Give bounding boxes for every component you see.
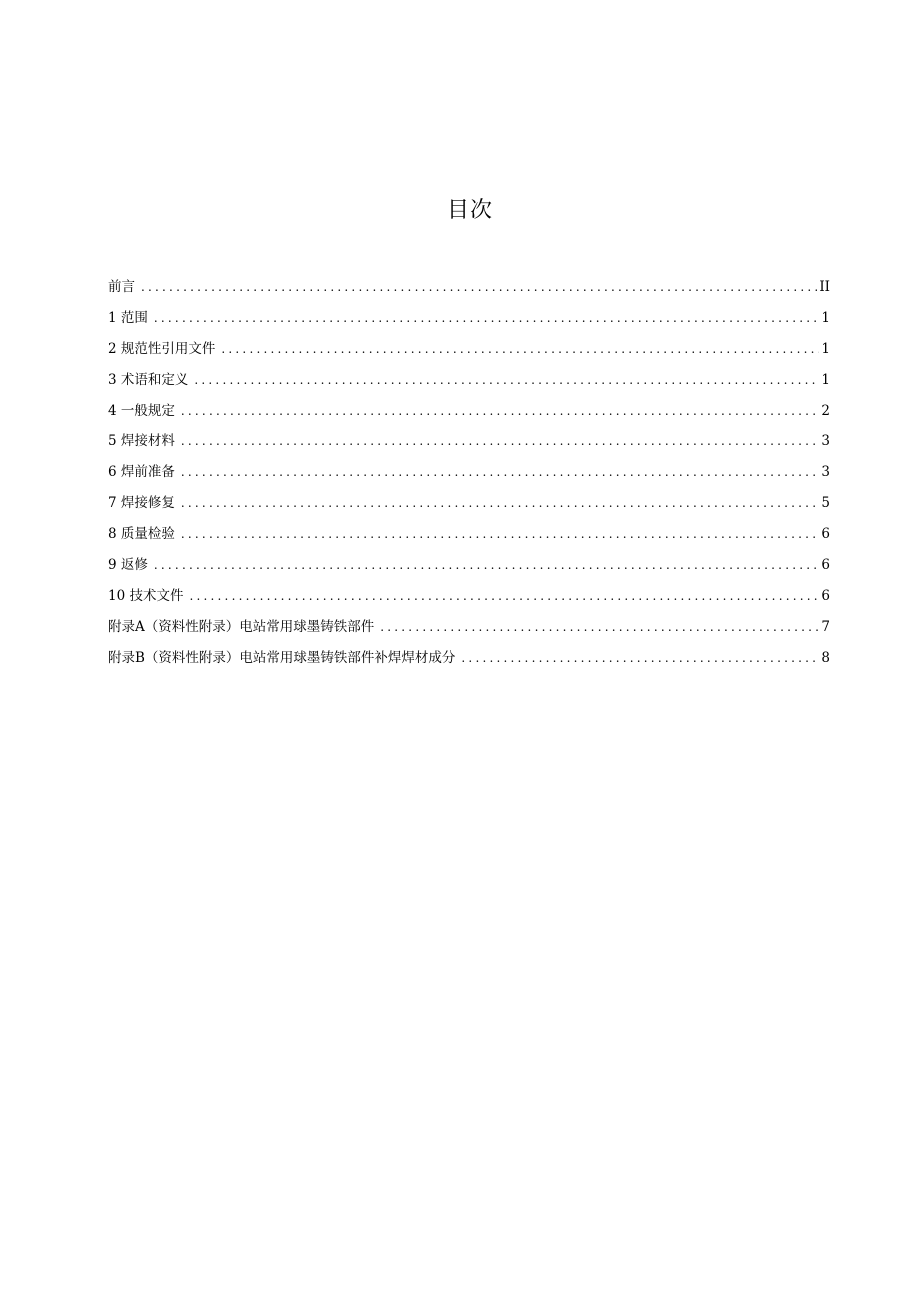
toc-entry-page: II <box>819 279 830 295</box>
toc-entry-label: 5 焊接材料 <box>108 433 175 450</box>
toc-entry[interactable] <box>108 272 830 303</box>
toc-entry-label: 8 质量检验 <box>108 526 175 543</box>
toc-entry-label: 4 一般规定 <box>108 402 175 419</box>
toc-entry-page: 3 <box>821 464 830 481</box>
table-of-contents <box>108 272 830 674</box>
toc-entry-label: 7 焊接修复 <box>108 495 175 512</box>
toc-entry-page: 6 <box>821 526 830 543</box>
toc-entry-label: 1 范围 <box>108 309 148 326</box>
toc-entry-page: 1 <box>821 309 830 326</box>
toc-dot-leader <box>154 303 820 334</box>
toc-entry-label: 附录A（资料性附录）电站常用球墨铸铁部件 <box>108 618 375 635</box>
toc-dot-leader <box>181 519 820 550</box>
toc-entry-page: 2 <box>821 402 830 419</box>
toc-entry-label: 6 焊前准备 <box>108 464 175 481</box>
toc-entry-label: 10 技术文件 <box>108 587 184 604</box>
toc-entry-label: 前言 <box>108 279 135 295</box>
toc-dot-leader <box>141 272 817 303</box>
toc-dot-leader <box>221 334 819 365</box>
toc-entry[interactable] <box>108 426 830 457</box>
toc-entry[interactable] <box>108 457 830 488</box>
toc-entry-page: 1 <box>821 340 830 357</box>
toc-entry-page: 8 <box>821 649 830 666</box>
toc-entry[interactable] <box>108 550 830 581</box>
toc-entry-label: 9 返修 <box>108 557 148 574</box>
toc-entry[interactable] <box>108 612 830 643</box>
toc-entry-page: 1 <box>821 371 830 388</box>
toc-entry-label: 3 术语和定义 <box>108 371 189 388</box>
toc-dot-leader <box>194 365 819 396</box>
toc-entry-label: 2 规范性引用文件 <box>108 340 216 357</box>
toc-dot-leader <box>181 426 820 457</box>
toc-dot-leader <box>181 396 820 427</box>
toc-entry[interactable] <box>108 365 830 396</box>
toc-entry-label: 附录B（资料性附录）电站常用球墨铸铁部件补焊焊材成分 <box>108 649 456 666</box>
toc-entry[interactable] <box>108 643 830 674</box>
toc-entry[interactable] <box>108 519 830 550</box>
page-title: 目次 <box>446 198 493 223</box>
toc-entry[interactable] <box>108 488 830 519</box>
toc-entry[interactable] <box>108 334 830 365</box>
toc-dot-leader <box>181 457 820 488</box>
toc-dot-leader <box>461 643 819 674</box>
toc-dot-leader <box>154 550 820 581</box>
toc-entry-page: 3 <box>821 433 830 450</box>
toc-dot-leader <box>380 612 819 643</box>
toc-entry-page: 6 <box>821 587 830 604</box>
toc-entry-page: 6 <box>821 557 830 574</box>
toc-entry-page: 7 <box>821 618 830 635</box>
toc-entry[interactable] <box>108 303 830 334</box>
toc-entry[interactable] <box>108 581 830 612</box>
toc-dot-leader <box>189 581 819 612</box>
toc-entry[interactable] <box>108 396 830 427</box>
toc-entry-page: 5 <box>821 495 830 512</box>
toc-dot-leader <box>181 488 820 519</box>
